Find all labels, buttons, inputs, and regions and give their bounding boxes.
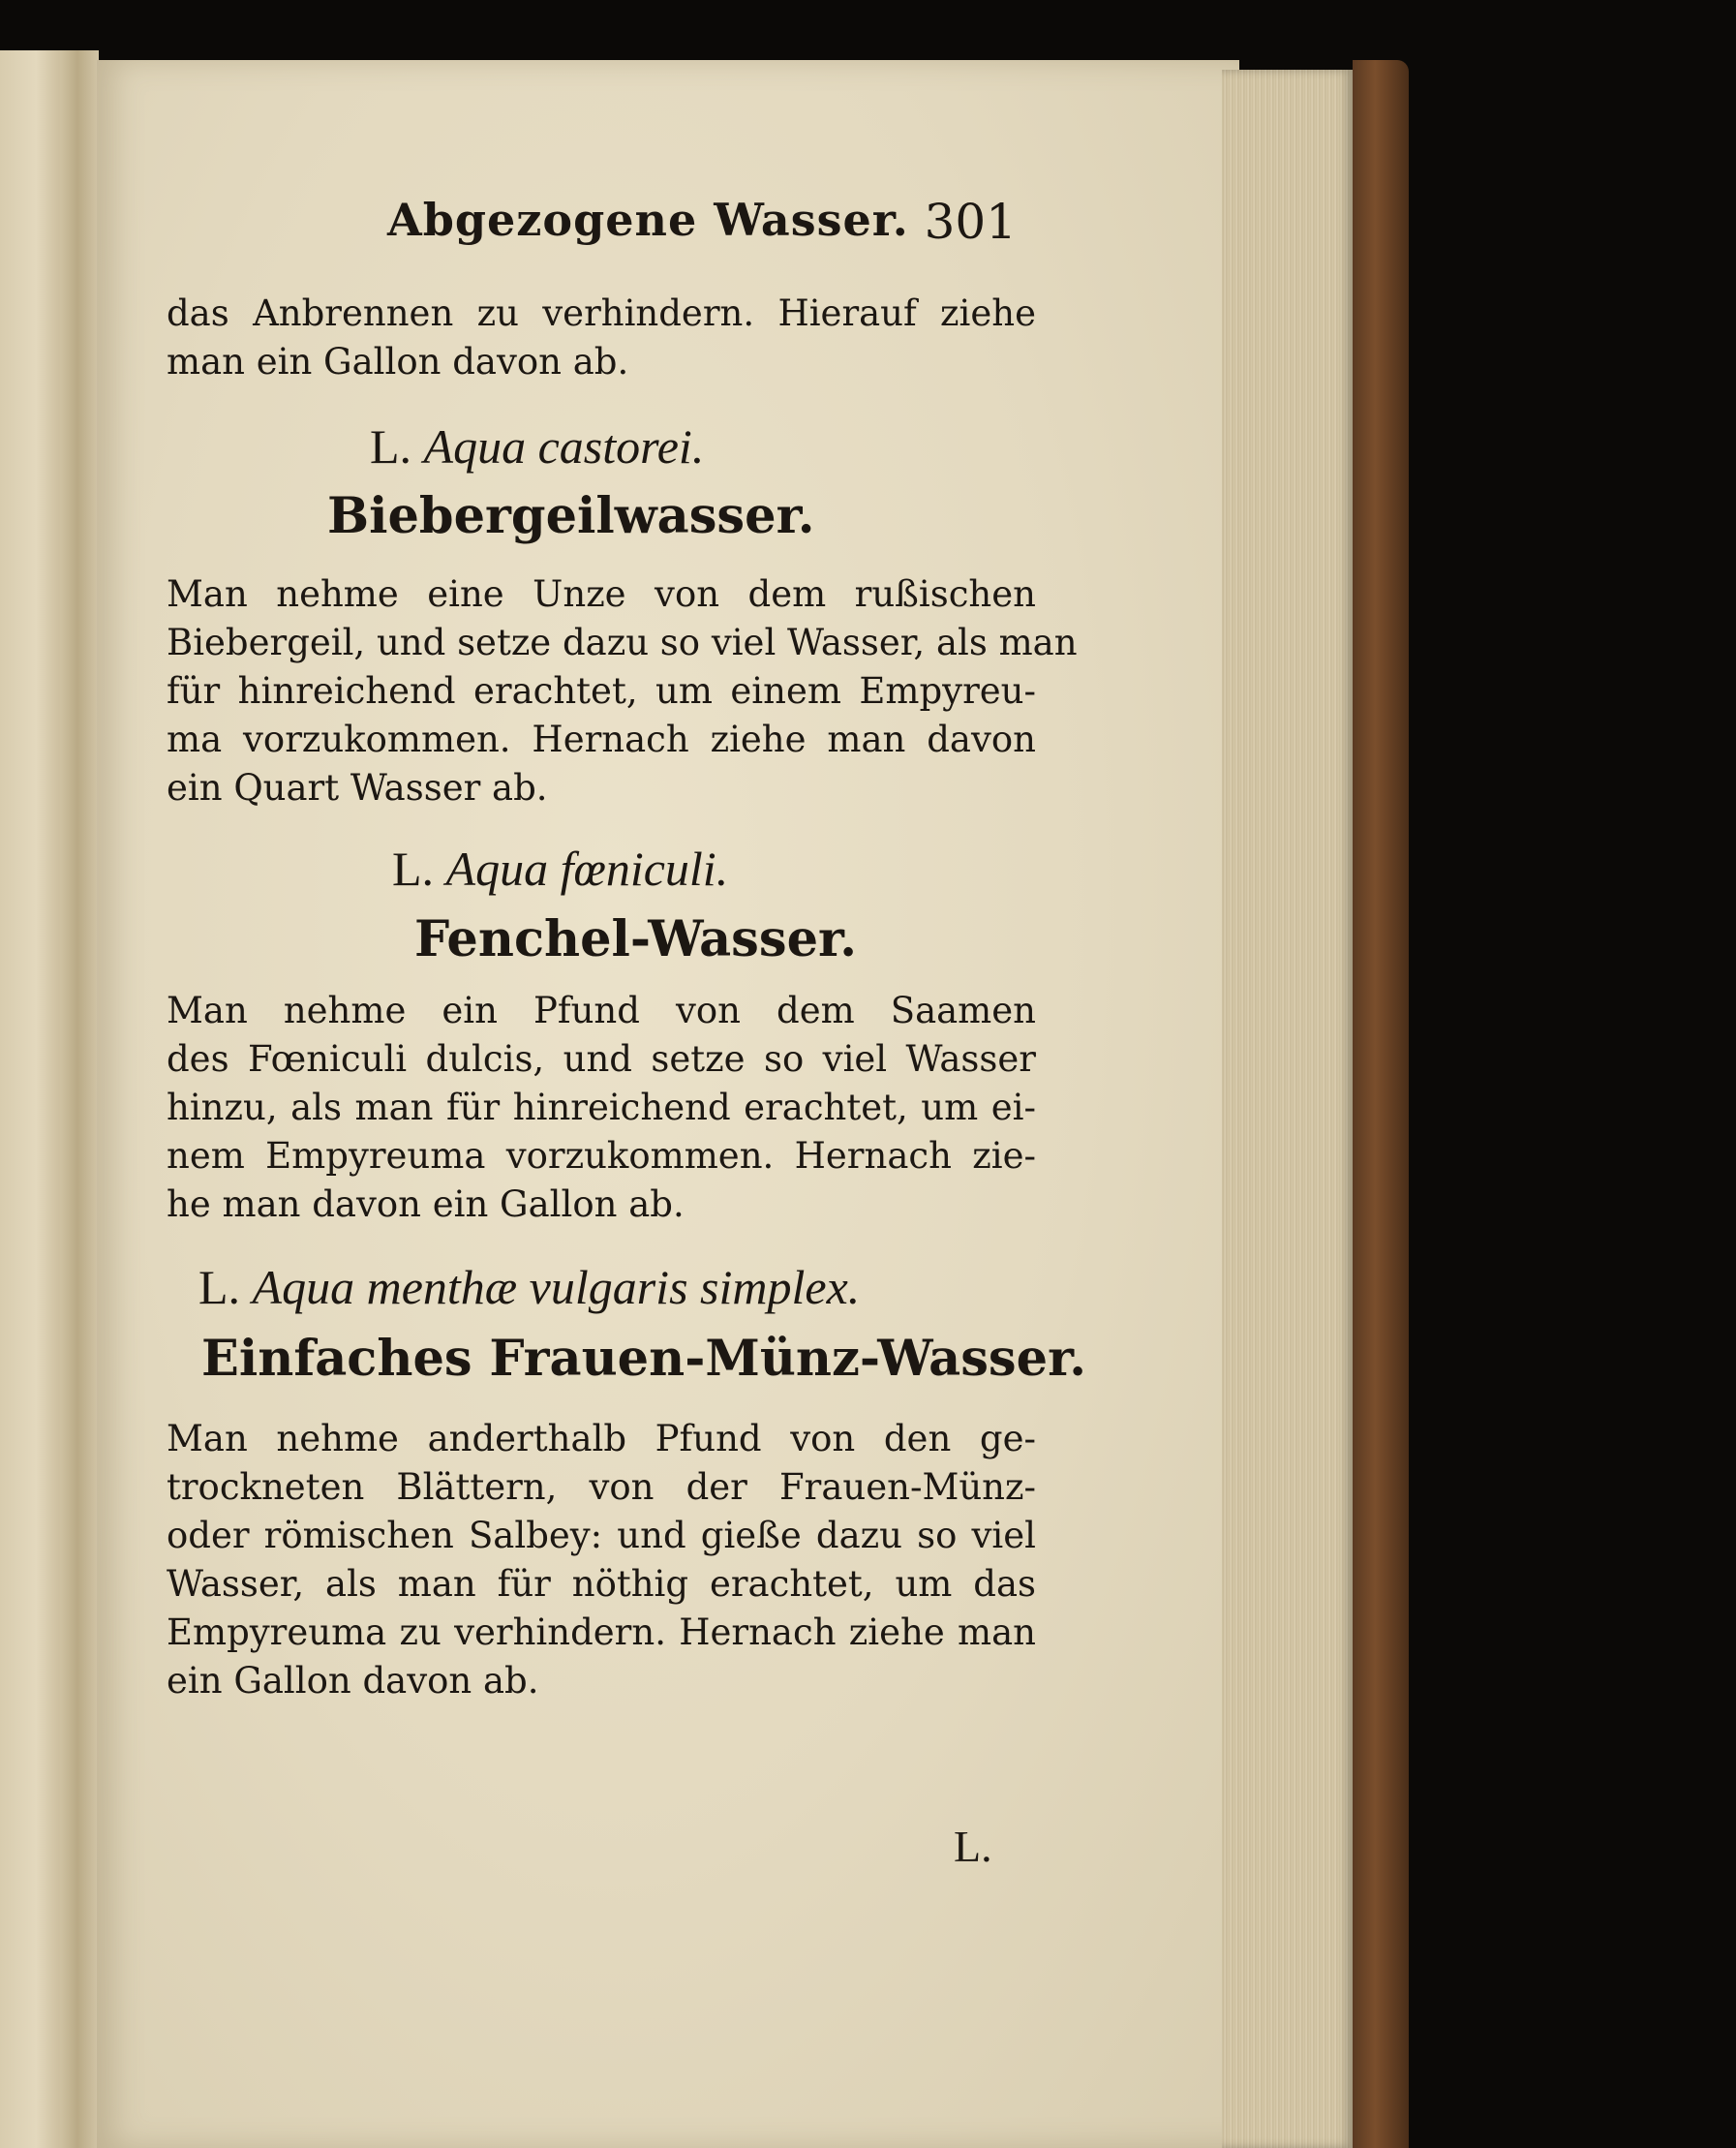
body-line: Empyreuma zu verhindern. Hernach ziehe man — [167, 1611, 1036, 1653]
running-title: Abgezogene Wasser. — [387, 194, 909, 246]
section-heading-german: Biebergeilwasser. — [327, 487, 815, 545]
body-line: Biebergeil, und setze dazu so viel Wasser, als man — [167, 622, 1078, 663]
section-marker: L. — [370, 419, 424, 474]
body-line: Man nehme eine Unze von dem rußischen — [167, 573, 1036, 615]
latin-title: Aqua fœniculi. — [445, 842, 729, 896]
section-heading-german: Einfaches Frauen-Münz-Wasser. — [201, 1330, 1087, 1388]
body-line: trockneten Blättern, von der Frauen-Münz- — [167, 1466, 1036, 1508]
page-number: 301 — [924, 194, 1017, 250]
body-line: ein Quart Wasser ab. — [167, 767, 548, 809]
book-cover-edge — [1353, 60, 1409, 2148]
body-line: ein Gallon davon ab. — [167, 1660, 539, 1702]
book-gutter — [60, 50, 99, 2148]
page-block-edges — [1222, 70, 1353, 2148]
section-marker: L. — [392, 842, 446, 896]
continuation-line: man ein Gallon davon ab. — [167, 341, 629, 383]
previous-page-edge — [0, 50, 60, 2148]
body-line: he man davon ein Gallon ab. — [167, 1183, 685, 1225]
section-marker: L. — [198, 1260, 253, 1314]
body-line: für hinreichend erachtet, um einem Empyreu- — [167, 670, 1036, 712]
body-line: hinzu, als man für hinreichend erachtet, um ei- — [167, 1087, 1036, 1128]
body-line: Man nehme anderthalb Pfund von den ge- — [167, 1418, 1036, 1459]
body-line: ma vorzukommen. Hernach ziehe man davon — [167, 719, 1036, 760]
section-heading-latin — [392, 841, 728, 897]
body-line: des Fœniculi dulcis, und setze so viel Wasser — [167, 1038, 1036, 1080]
latin-title: Aqua menthæ vulgaris simplex. — [252, 1260, 861, 1314]
latin-title: Aqua castorei. — [423, 419, 705, 474]
body-line: Man nehme ein Pfund von dem Saamen — [167, 990, 1036, 1031]
section-heading-latin — [370, 418, 704, 475]
running-head — [387, 194, 1017, 256]
section-heading-german: Fenchel-Wasser. — [414, 910, 857, 968]
body-line: oder römischen Salbey: und gieße dazu so viel — [167, 1515, 1036, 1556]
catchword: L. — [954, 1822, 992, 1871]
section-heading-latin — [198, 1259, 860, 1315]
body-line: Wasser, als man für nöthig erachtet, um das — [167, 1563, 1036, 1605]
continuation-line: das Anbrennen zu verhindern. Hierauf ziehe — [167, 292, 1036, 334]
body-line: nem Empyreuma vorzukommen. Hernach zie- — [167, 1135, 1036, 1177]
